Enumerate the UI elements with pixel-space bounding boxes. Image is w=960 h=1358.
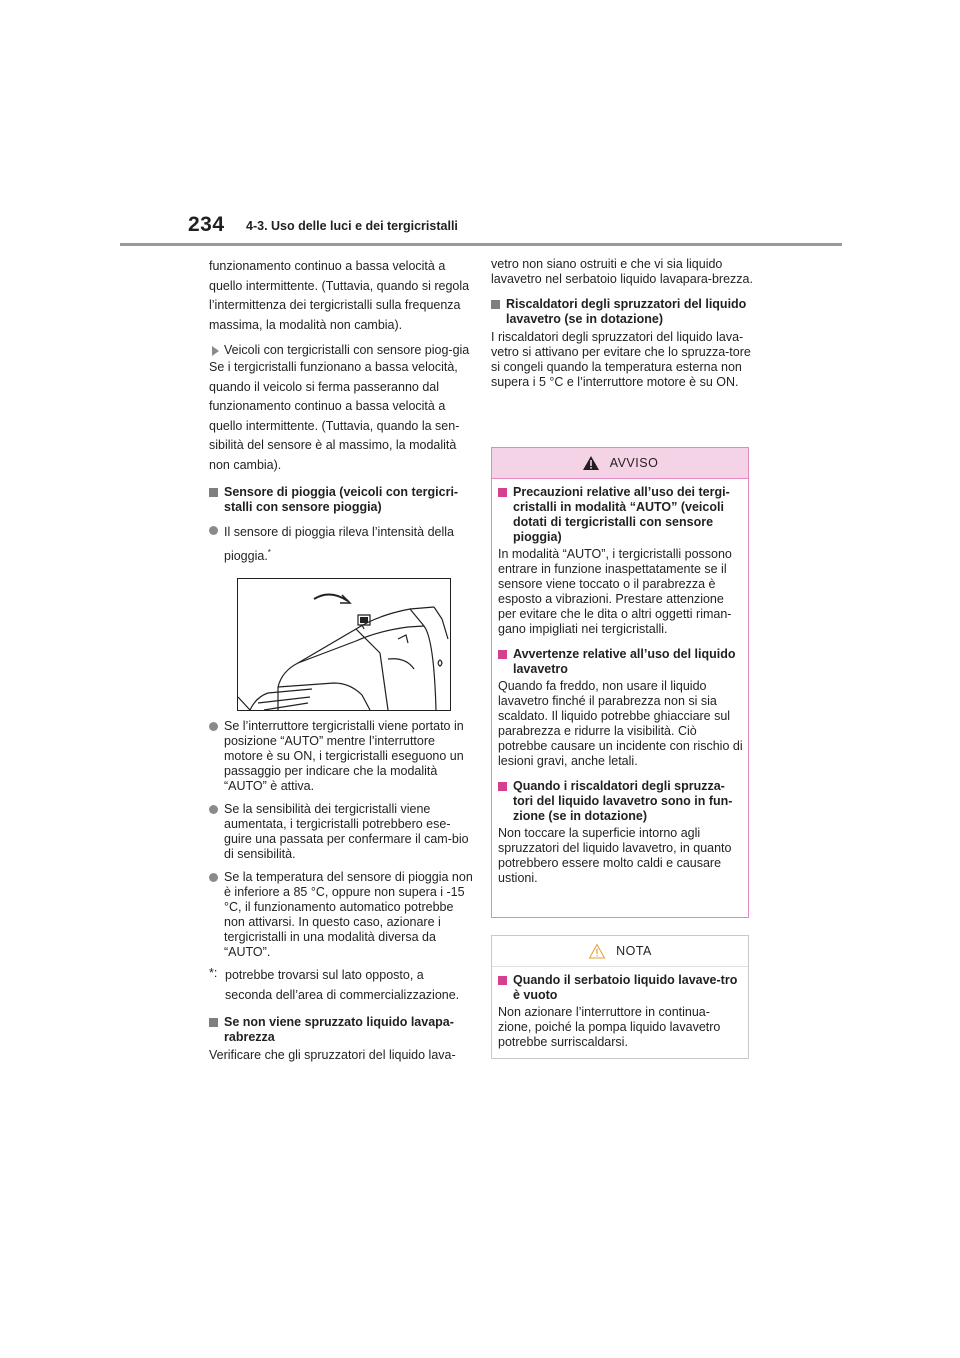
- square-bullet-icon: [498, 973, 513, 988]
- square-bullet-icon: [209, 485, 224, 500]
- note-box: [491, 935, 749, 1059]
- no-washer-heading-text: Se non viene spruzzato liquido lavapa-rabrezza: [224, 1015, 454, 1045]
- square-bullet-icon: [498, 485, 513, 500]
- right-column: [491, 257, 753, 390]
- section-title: 4-3. Uso delle luci e dei tergicristalli: [246, 219, 458, 233]
- note-title: NOTA: [616, 943, 652, 958]
- footnote: [209, 966, 473, 1005]
- warning-item-3-heading: [498, 779, 743, 824]
- footnote-marker: *: [267, 547, 271, 557]
- note-header: [492, 936, 748, 967]
- intro-paragraph: funzionamento continuo a bassa velocità a quello intermittente. (Tuttavia, quando si regola l’intermittenza dei tergicristalli sulla frequenza massima, la modalità non cambia).: [209, 259, 470, 332]
- warning-item-1-text: In modalità “AUTO”, i tergicristalli possono entrare in funzione inaspettatamente se il sensore viene toccato o il parabrezza è esposto a vibrazioni. Prestare attenzione per evitare che le dita o altri oggetti riman-gano impigliati nei tergicristalli.: [498, 547, 732, 636]
- note-text: Non azionare l’interruttore in continua-zione, poiché la pompa liquido lavavetro potrebbe surriscaldarsi.: [498, 1005, 721, 1049]
- rain-sensor-bullet-4-text: Se la temperatura del sensore di pioggia non è inferiore a 85 °C, oppure non supera i -15 °C, il funzionamento automatico potrebbe non attivarsi. In questo caso, azionare i tergicristalli in una modalità diversa da “AUTO”.: [224, 870, 473, 960]
- rain-sensor-bullet-2: [209, 719, 473, 794]
- arrow-icon: [209, 343, 224, 358]
- rain-sensor-bullet-3-text: Se la sensibilità dei tergicristalli viene aumentata, i tergicristalli potrebbero ese-guire una passata per confermare il cam-bio di sensibilità.: [224, 802, 469, 862]
- warning-item-1-heading: [498, 485, 743, 545]
- warning-item-3-text: Non toccare la superficie intorno agli spruzzatori del liquido lavavetro, in quanto potrebbero essere molto caldi e causare ustioni.: [498, 826, 732, 885]
- sensor-vehicles-heading-text: Veicoli con tergicristalli con sensore piog-gia: [224, 343, 470, 357]
- square-bullet-icon: [209, 1015, 224, 1030]
- warning-item-2-heading-text: Avvertenze relative all’uso del liquido lavavetro: [513, 647, 736, 676]
- rain-sensor-bullet-1-text: Il sensore di pioggia rileva l’intensità della pioggia.: [224, 525, 454, 563]
- square-bullet-icon: [491, 297, 506, 312]
- warning-item-2-text: Quando fa freddo, non usare il liquido lavavetro finché il parabrezza non si sia scaldato. Il liquido potrebbe ghiacciare sul parabrezza e ridurre la visibilità. Ciò potrebbe causare un incidente con rischio di lesioni gravi, anche letali.: [498, 679, 743, 768]
- warning-box: [491, 447, 749, 918]
- rain-sensor-illustration: [237, 578, 451, 711]
- sensor-vehicles-heading: [209, 343, 473, 358]
- warning-item-2-heading: [498, 647, 743, 677]
- sensor-vehicles-text: Se i tergicristalli funzionano a bassa velocità, quando il veicolo si ferma passeranno dal funzionamento continuo a bassa velocità a quello intermittente. (Tuttavia, quando la sen-sibilità del sensore è al massimo, la modalità non cambia).: [209, 360, 460, 472]
- warning-item-3-heading-text: Quando i riscaldatori degli spruzza-tori del liquido lavavetro sono in fun-zione (se in dotazione): [513, 779, 733, 823]
- no-washer-heading: [209, 1015, 473, 1045]
- heaters-heading: [491, 297, 753, 327]
- circle-bullet-icon: [209, 802, 224, 817]
- note-body: [492, 973, 748, 1050]
- rain-sensor-bullet-2-text: Se l’interruttore tergicristalli viene portato in posizione “AUTO” mentre l’interruttore motore è su ON, i tergicristalli eseguono un passaggio per indicare che la modalità “AUTO” è attiva.: [224, 719, 464, 794]
- page-header: [0, 0, 960, 250]
- warning-body: [492, 485, 748, 886]
- header-rule: [120, 243, 842, 246]
- caution-triangle-icon: [588, 943, 606, 959]
- note-heading: [498, 973, 743, 1003]
- car-windshield-illustration: [238, 579, 450, 710]
- left-column: [209, 257, 473, 1063]
- rain-sensor-bullet-1: [209, 523, 473, 566]
- footnote-text: potrebbe trovarsi sul lato opposto, a seconda dell’area di commercializzazione.: [225, 968, 460, 1002]
- warning-title: AVVISO: [609, 455, 659, 470]
- rain-sensor-bullet-4: [209, 870, 473, 960]
- warning-item-1-heading-text: Precauzioni relative all’uso dei tergi-cristalli in modalità “AUTO” (veicoli dotati di tergicristalli con sensore pioggia): [513, 485, 730, 544]
- circle-bullet-icon: [209, 719, 224, 734]
- square-bullet-icon: [498, 647, 513, 662]
- warning-header: [492, 448, 748, 479]
- no-washer-text: Verificare che gli spruzzatori del liquido lava-: [209, 1048, 456, 1063]
- square-bullet-icon: [498, 779, 513, 794]
- circle-bullet-icon: [209, 870, 224, 885]
- heaters-heading-text: Riscaldatori degli spruzzatori del liquido lavavetro (se in dotazione): [506, 297, 747, 326]
- page-number: 234: [188, 213, 225, 236]
- note-heading-text: Quando il serbatoio liquido lavave-tro è vuoto: [513, 973, 738, 1002]
- circle-bullet-icon: [209, 523, 224, 538]
- heaters-text: I riscaldatori degli spruzzatori del liquido lava-vetro si attivano per evitare che lo spruzza-tore si congeli quando la temperatura esterna non supera i 5 °C e l’interruttore motore è su ON.: [491, 330, 751, 389]
- rain-sensor-heading-text: Sensore di pioggia (veicoli con tergicri-stalli con sensore pioggia): [224, 485, 459, 514]
- rain-sensor-heading: [209, 485, 473, 515]
- warning-triangle-icon: [582, 455, 600, 471]
- continued-paragraph: vetro non siano ostruiti e che vi sia liquido lavavetro nel serbatoio liquido lavapara-brezza.: [491, 257, 753, 286]
- footnote-mark: *:: [209, 966, 218, 981]
- rain-sensor-bullet-3: [209, 802, 473, 862]
